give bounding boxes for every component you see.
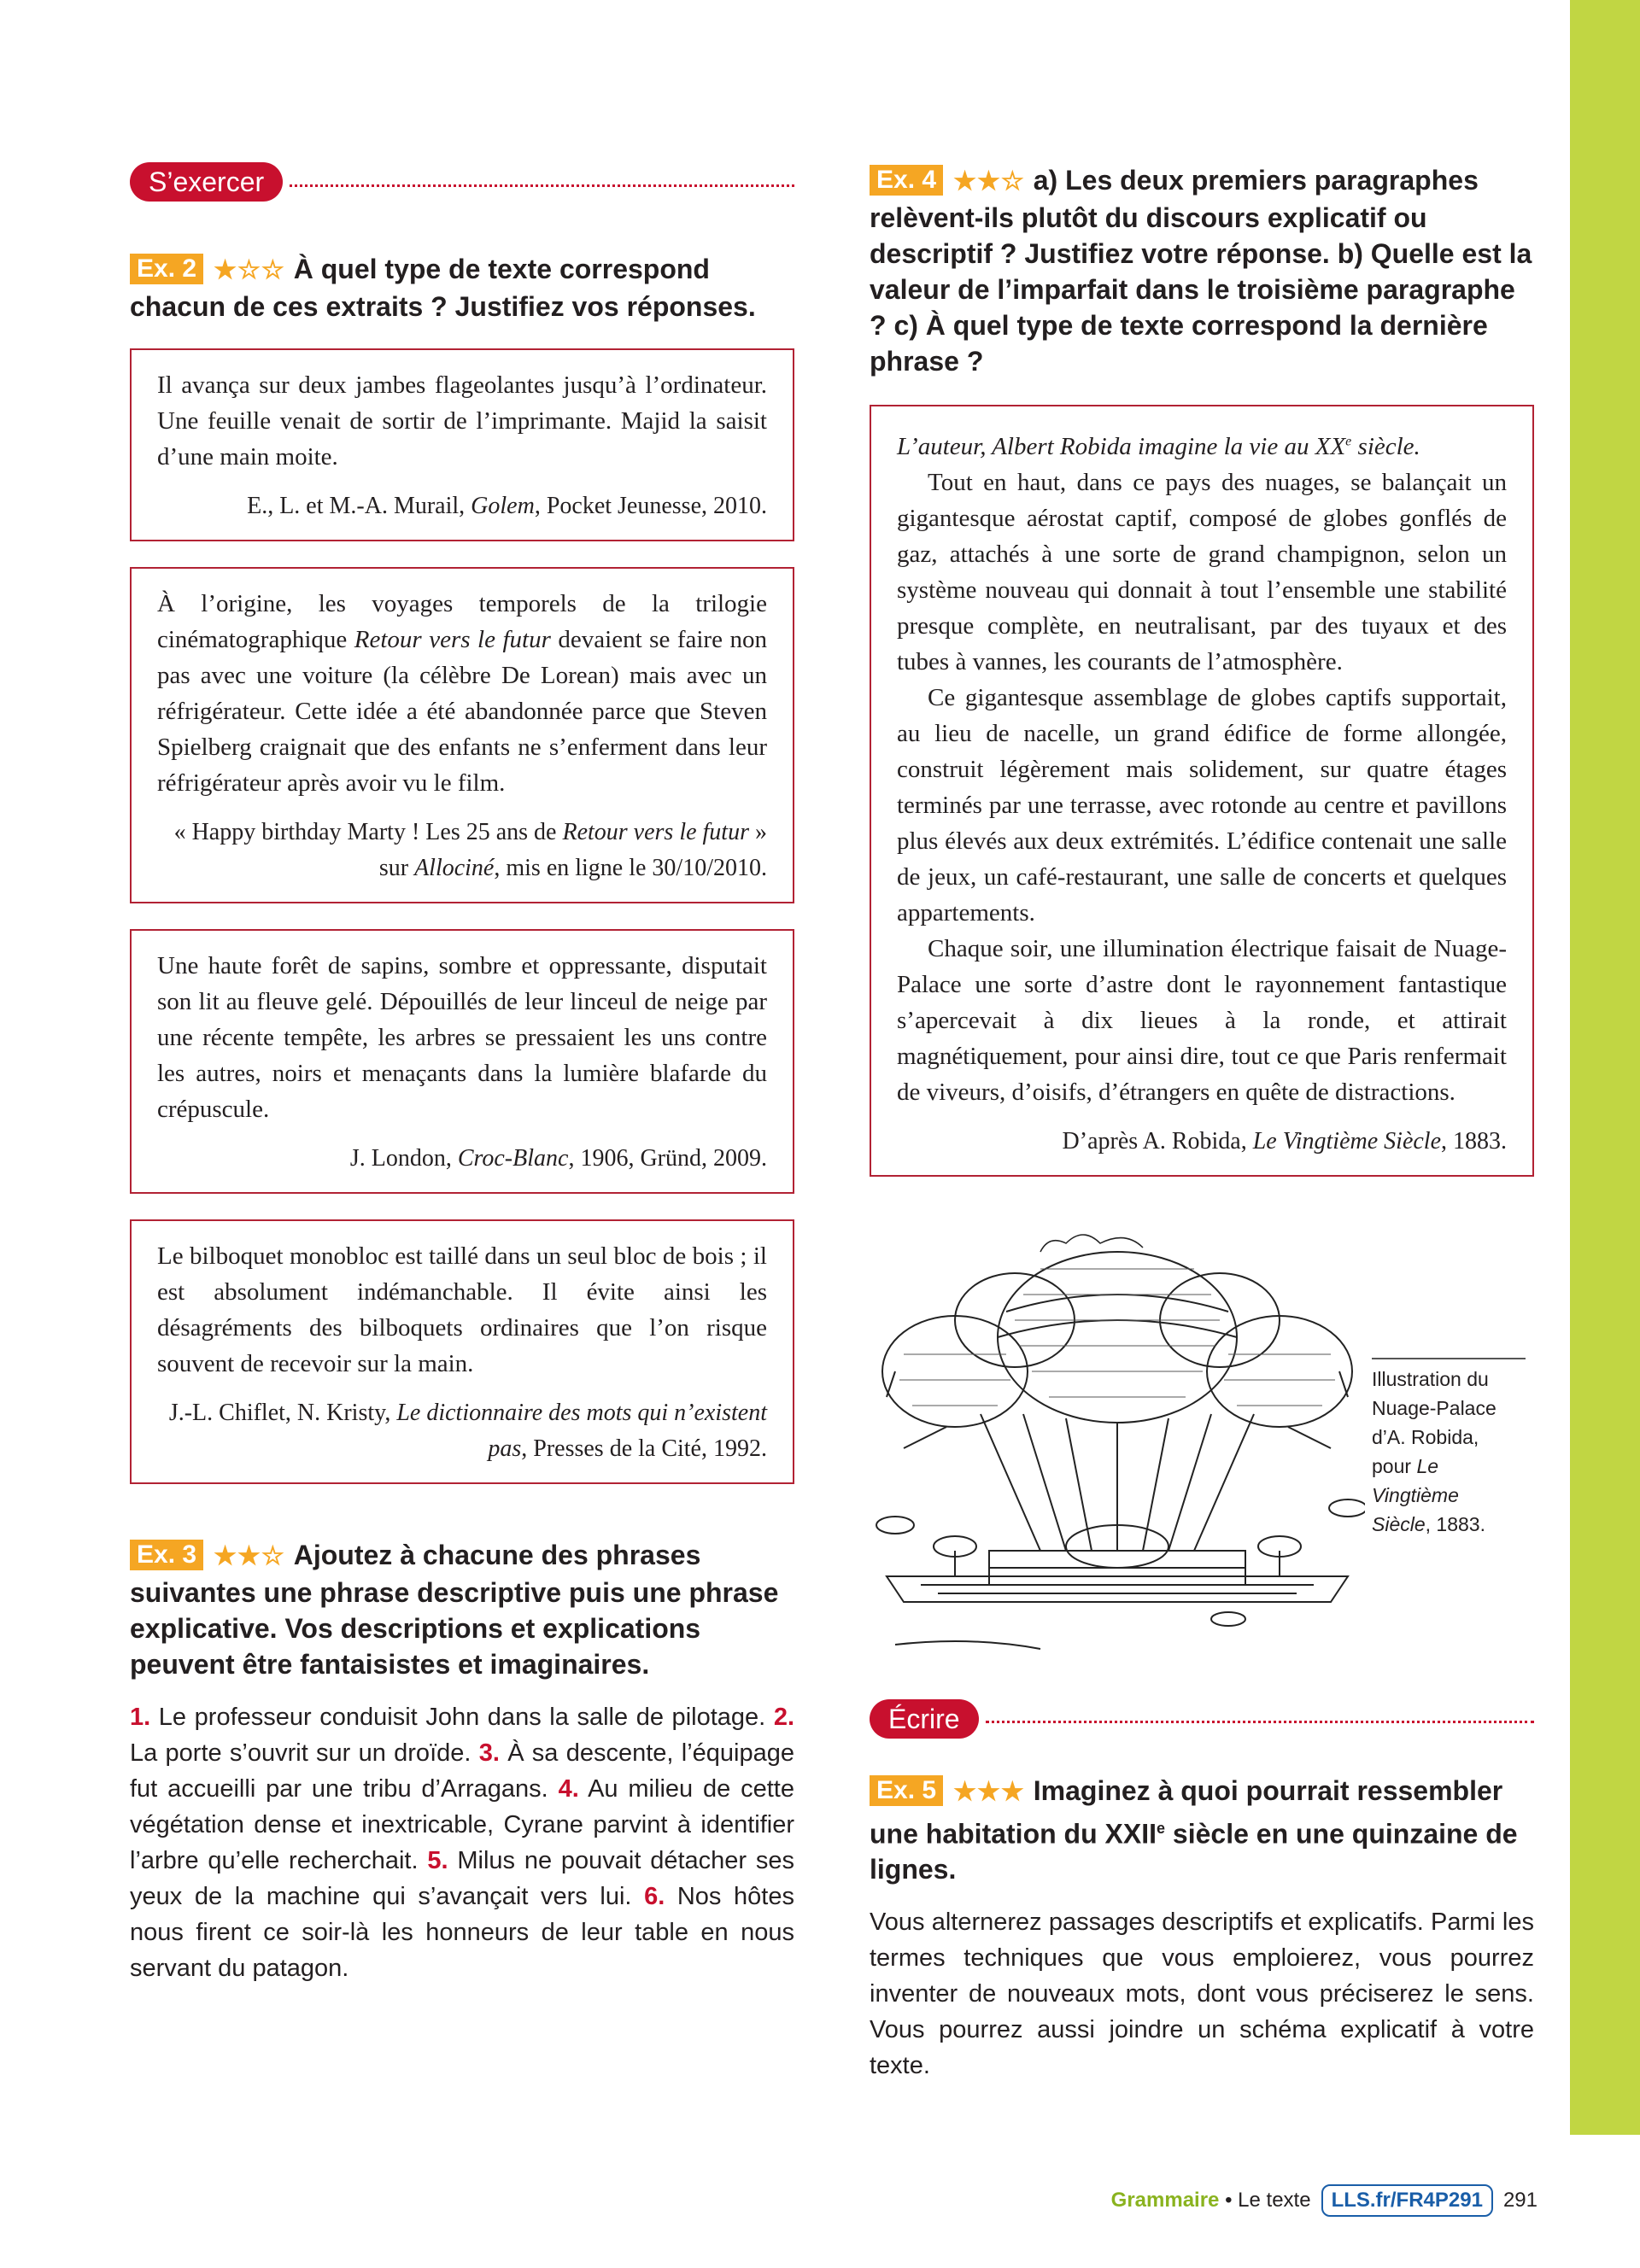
extract-box-4 — [130, 1219, 794, 1484]
extract-text: Le bilboquet monobloc est taillé dans un seul bloc de bois ; il est absolument indémanchable. Il évite ainsi les désagréments des bilboquets ordinaires que l’on risque souvent de recevoir sur la main. — [157, 1242, 767, 1377]
extract-paragraph-3: Chaque soir, une illumination électrique faisait de Nuage-Palace une sorte d’astre dont le rayonnement fantastique s’apercevait à dix lieues à la ronde, et attirait magnétiquement, pour ainsi dire, tout ce que Paris renfermait de viveurs, d’oisifs, d’étrangers en quête de distractions. — [897, 934, 1507, 1106]
ex5-badge: Ex. 5 — [870, 1775, 943, 1806]
edge-color-band — [1570, 0, 1640, 2135]
extract-box-3 — [130, 929, 794, 1194]
page-number: 291 — [1502, 2189, 1538, 2212]
extract-source: D’après A. Robida, Le Vingtième Siècle, 1883. — [1062, 1127, 1507, 1154]
ex3-sentence-list: 1. Le professeur conduisit John dans la salle de pilotage. 2. La porte s’ouvrit sur un droïde. 3. À sa descente, l’équipage fut accueilli par une tribu d’Arragans. 4. Au milieu de cette végétation dense et inextricable, Cyrane parvint à identifier l’arbre qu’elle recherchait. 5. Milus ne pouvait détacher ses yeux de la machine qui s’avançait vers lui. 6. Nos hôtes nous firent ce soir-là les honneurs de leur table en nous servant du patagon. — [130, 1704, 795, 1982]
ex5-instructions: Vous alternerez passages descriptifs et explicatifs. Parmi les termes techniques que vous emploierez, vous pourrez inventer de nouveaux mots, dont vous préciserez le sens. Vous pourrez aussi joindre un schéma explicatif à votre texte. — [870, 1909, 1534, 2080]
difficulty-stars-icon: ★★☆ — [953, 167, 1025, 196]
ex3-badge: Ex. 3 — [130, 1540, 203, 1570]
ex2-badge: Ex. 2 — [130, 254, 203, 284]
ex4-badge: Ex. 4 — [870, 165, 943, 196]
ex3-heading — [130, 1537, 794, 1682]
ex2-heading — [130, 251, 794, 324]
extract-text: À l’origine, les voyages temporels de la trilogie cinématographique Retour vers le futur devaient se faire non pas avec une voiture (la célèbre De Lorean) mais avec un réfrigérateur. Cette idée a été abandonnée parce que Steven Spielberg craignait que des enfants ne s’enferment dans leur réfrigérateur après avoir vu le film. — [157, 590, 767, 797]
caption-rule — [1372, 1358, 1526, 1359]
ex3-question: Ajoutez à chacune des phrases suivantes une phrase descriptive puis une phrase explicative. Vos descriptions et explications peuvent être fantaisistes et imaginaires. — [130, 1540, 779, 1680]
dotted-rule — [986, 1721, 1534, 1723]
extract-source: J.-L. Chiflet, N. Kristy, Le dictionnaire des mots qui n’existent pas, Presses de la Cité, 1992. — [168, 1400, 767, 1462]
section-title-write: Écrire — [870, 1699, 979, 1739]
ex2-question: À quel type de texte correspond chacun de ces extraits ? Justifiez vos réponses. — [130, 254, 756, 322]
extract-text: Il avança sur deux jambes flageolantes jusqu’à l’ordinateur. Une feuille venait de sortir de l’imprimante. Majid la saisit d’une main moite. — [157, 371, 767, 471]
footer-url-link[interactable]: LLS.fr/FR4P291 — [1321, 2184, 1493, 2217]
section-header-write — [870, 1699, 1534, 1739]
footer-subject: Grammaire — [1110, 2189, 1220, 2212]
extract-intro: L’auteur, Albert Robida imagine la vie au XXe siècle. — [897, 432, 1420, 460]
ex4-question: a) Les deux premiers paragraphes relèvent-ils plutôt du discours explicatif ou descriptif ? Justifiez votre réponse. b) Quelle est la valeur de l’imparfait dans le troisième paragraphe ? c) À quel type de texte correspond la dernière phrase ? — [870, 165, 1532, 377]
difficulty-stars-icon: ★☆☆ — [214, 256, 285, 284]
difficulty-stars-icon: ★★★ — [953, 1777, 1025, 1806]
extract-box-2 — [130, 567, 794, 903]
nuage-palace-illustration — [870, 1218, 1365, 1670]
extract-paragraph-2: Ce gigantesque assemblage de globes captifs supportait, au lieu de nacelle, un grand édifice de forme allongée, construit légèrement mais solidement, sur quatre étages terminés par une terrasse, avec rotonde au centre et pavillons plus élevés aux deux extrémités. L’édifice contenait une salle de jeux, un café-restaurant, une salle de concerts et quelques appartements. — [897, 683, 1507, 926]
difficulty-stars-icon: ★★☆ — [214, 1542, 285, 1570]
page-footer — [1076, 2184, 1538, 2217]
right-column — [870, 162, 1534, 2084]
left-column — [130, 162, 794, 1986]
ex5-heading: Ex. 5 ★★★ Imaginez à quoi pourrait ressembler une habitation du XXIIe siècle en une quinzaine de lignes. — [870, 1774, 1518, 1885]
ex4-heading — [870, 162, 1534, 379]
extract-box-1 — [130, 348, 794, 541]
illustration-caption: Illustration du Nuage-Palace d’A. Robida, pour Le Vingtième Siècle, 1883. — [1372, 1368, 1496, 1535]
extract-paragraph-1: Tout en haut, dans ce pays des nuages, se balançait un gigantesque aérostat captif, composé de globes gonflés de gaz, attachés à une sorte de grand champignon, selon un système nouveau qui donnait à tout l’ensemble une stabilité presque complète, en neutralisant, par des tuyaux et des tubes à vannes, les courants de l’atmosphère. — [897, 468, 1507, 675]
robida-extract-box — [870, 405, 1534, 1177]
extract-source: E., L. et M.-A. Murail, Golem, Pocket Jeunesse, 2010. — [247, 493, 767, 519]
footer-separator: • — [1219, 2189, 1239, 2212]
section-title-exercise: S’exercer — [130, 162, 283, 202]
extract-source: « Happy birthday Marty ! Les 25 ans de Retour vers le futur » sur Allociné, mis en ligne le 30/10/2010. — [173, 819, 767, 881]
dotted-rule — [290, 184, 794, 187]
extract-text: Une haute forêt de sapins, sombre et oppressante, disputait son lit au fleuve gelé. Dépouillés de leur linceul de neige par une récente tempête, les arbres se pressaient les uns contre les autres, noirs et menaçants dans la lumière blafarde du crépuscule. — [157, 952, 767, 1123]
footer-topic: Le texte — [1238, 2189, 1311, 2212]
extract-source: J. London, Croc-Blanc, 1906, Gründ, 2009. — [349, 1145, 767, 1172]
section-header-exercise — [130, 162, 794, 202]
